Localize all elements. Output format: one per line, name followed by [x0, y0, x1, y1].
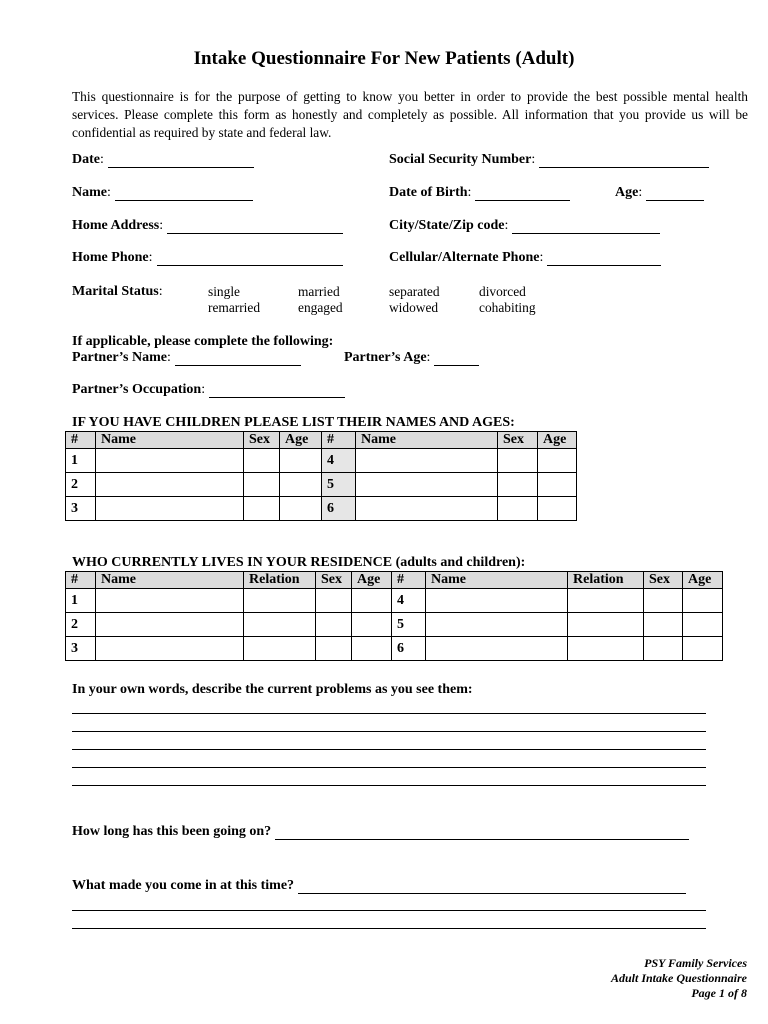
- col-header-name: Name: [96, 432, 244, 449]
- row-number: 1: [66, 589, 96, 613]
- resident-relation-cell[interactable]: [568, 637, 644, 661]
- col-header-number: #: [392, 572, 426, 589]
- answer-line[interactable]: [72, 713, 706, 714]
- how-long-field[interactable]: [275, 825, 689, 840]
- resident-name-cell[interactable]: [426, 637, 568, 661]
- row-number: 5: [392, 613, 426, 637]
- cell-phone-field[interactable]: [547, 251, 661, 266]
- partner-intro: If applicable, please complete the following:: [72, 334, 334, 349]
- home-address-row: [72, 218, 343, 234]
- col-header-name: Name: [96, 572, 244, 589]
- residence-heading-suffix: (adults and children):: [392, 555, 526, 570]
- city-row: [389, 218, 660, 234]
- dob-field[interactable]: [475, 186, 570, 201]
- home-phone-label: Home Phone: [72, 250, 149, 265]
- date-row: [72, 152, 254, 168]
- col-header-number: #: [66, 432, 96, 449]
- colon: :: [107, 185, 111, 200]
- cell-phone-row: [389, 250, 661, 266]
- row-number: 4: [322, 449, 356, 473]
- row-number: 4: [392, 589, 426, 613]
- answer-line[interactable]: [72, 785, 706, 786]
- col-header-age: Age: [538, 432, 577, 449]
- intro-paragraph: This questionnaire is for the purpose of getting to know you better in order to provide the best possible mental health services. Please complete this form as honestly and completely as possible. All information that you provide us will be confidential as required by state and federal law.: [72, 89, 748, 140]
- marital-option-engaged[interactable]: engaged: [298, 300, 343, 315]
- table-row: [66, 637, 723, 661]
- partner-occupation-label: Partner’s Occupation: [72, 382, 202, 397]
- age-field[interactable]: [646, 186, 704, 201]
- child-name-cell[interactable]: [96, 473, 244, 497]
- row-number: 3: [66, 497, 96, 521]
- colon: :: [148, 250, 153, 265]
- name-field[interactable]: [115, 186, 253, 201]
- dob-row: [389, 185, 570, 201]
- partner-occupation-field[interactable]: [209, 383, 345, 398]
- partner-name-field[interactable]: [175, 351, 301, 366]
- resident-name-cell[interactable]: [426, 589, 568, 613]
- child-age-cell[interactable]: [280, 449, 322, 473]
- colon: :: [504, 218, 509, 233]
- colon: :: [467, 185, 472, 200]
- resident-relation-cell[interactable]: [568, 613, 644, 637]
- row-number: 5: [322, 473, 356, 497]
- residence-header-row: [66, 572, 723, 589]
- marital-option-remarried[interactable]: remarried: [208, 300, 261, 315]
- resident-age-cell[interactable]: [352, 613, 392, 637]
- resident-sex-cell[interactable]: [316, 613, 352, 637]
- age-row: [615, 185, 704, 201]
- residence-heading: [72, 555, 525, 571]
- how-long-row: [72, 824, 689, 840]
- child-sex-cell[interactable]: [244, 449, 280, 473]
- children-header-row: [66, 432, 577, 449]
- name-row: [72, 185, 253, 201]
- partner-name-row: [72, 350, 301, 366]
- row-number: 1: [66, 449, 96, 473]
- marital-status-label: [72, 284, 163, 300]
- child-name-cell[interactable]: [356, 449, 498, 473]
- table-row: [66, 613, 723, 637]
- resident-relation-cell[interactable]: [244, 589, 316, 613]
- colon: :: [539, 250, 544, 265]
- col-header-number: #: [322, 432, 356, 449]
- col-header-relation: Relation: [568, 572, 644, 589]
- marital-option-separated[interactable]: separated: [389, 284, 440, 299]
- answer-line[interactable]: [72, 928, 706, 929]
- answer-line[interactable]: [72, 767, 706, 768]
- children-heading: IF YOU HAVE CHILDREN PLEASE LIST THEIR NAMES AND AGES:: [72, 415, 515, 430]
- answer-line[interactable]: [72, 731, 706, 732]
- what-made-question: What made you come in at this time?: [72, 878, 295, 893]
- city-field[interactable]: [512, 219, 660, 234]
- colon: :: [426, 350, 431, 365]
- table-row: [66, 497, 577, 521]
- cell-phone-label: Cellular/Alternate Phone: [389, 250, 540, 265]
- child-name-cell[interactable]: [356, 497, 498, 521]
- row-number: 2: [66, 613, 96, 637]
- colon: :: [159, 218, 164, 233]
- residence-heading-main: WHO CURRENTLY LIVES IN YOUR RESIDENCE: [72, 555, 393, 570]
- table-row: [66, 473, 577, 497]
- resident-name-cell[interactable]: [426, 613, 568, 637]
- answer-line[interactable]: [72, 910, 706, 911]
- col-header-sex: Sex: [498, 432, 538, 449]
- col-header-sex: Sex: [244, 432, 280, 449]
- colon: :: [638, 185, 643, 200]
- resident-age-cell[interactable]: [683, 589, 723, 613]
- resident-name-cell[interactable]: [96, 589, 244, 613]
- col-header-sex: Sex: [316, 572, 352, 589]
- child-age-cell[interactable]: [280, 497, 322, 521]
- row-number: 6: [322, 497, 356, 521]
- resident-relation-cell[interactable]: [244, 637, 316, 661]
- home-address-field[interactable]: [167, 219, 343, 234]
- marital-option-divorced[interactable]: divorced: [479, 284, 526, 299]
- col-header-name: Name: [426, 572, 568, 589]
- partner-age-row: [344, 350, 479, 366]
- resident-sex-cell[interactable]: [644, 637, 683, 661]
- child-name-cell[interactable]: [96, 497, 244, 521]
- what-made-field[interactable]: [298, 879, 686, 894]
- col-header-age: Age: [352, 572, 392, 589]
- partner-age-label: Partner’s Age: [344, 350, 427, 365]
- resident-relation-cell[interactable]: [244, 613, 316, 637]
- resident-age-cell[interactable]: [352, 589, 392, 613]
- row-number: 2: [66, 473, 96, 497]
- date-label: Date: [72, 152, 100, 167]
- resident-relation-cell[interactable]: [568, 589, 644, 613]
- resident-age-cell[interactable]: [683, 637, 723, 661]
- row-number: 3: [66, 637, 96, 661]
- home-phone-field[interactable]: [157, 251, 343, 266]
- row-number: 6: [392, 637, 426, 661]
- name-label: Name: [72, 185, 107, 200]
- resident-name-cell[interactable]: [96, 613, 244, 637]
- child-age-cell[interactable]: [538, 449, 577, 473]
- col-header-relation: Relation: [244, 572, 316, 589]
- child-sex-cell[interactable]: [498, 473, 538, 497]
- date-field[interactable]: [108, 153, 254, 168]
- resident-sex-cell[interactable]: [644, 613, 683, 637]
- marital-option-cohabiting[interactable]: cohabiting: [479, 300, 536, 315]
- child-age-cell[interactable]: [538, 497, 577, 521]
- how-long-question: How long has this been going on?: [72, 824, 272, 839]
- marital-option-married[interactable]: married: [298, 284, 340, 299]
- col-header-name: Name: [356, 432, 498, 449]
- ssn-row: [389, 152, 709, 168]
- what-made-row: [72, 878, 686, 894]
- child-sex-cell[interactable]: [498, 449, 538, 473]
- footer-page: Page 1 of 8: [691, 986, 747, 1000]
- marital-option-single[interactable]: single: [208, 284, 240, 299]
- partner-age-field[interactable]: [434, 351, 479, 366]
- age-label: Age: [615, 185, 639, 200]
- footer-org: PSY Family Services: [644, 956, 747, 970]
- resident-sex-cell[interactable]: [316, 637, 352, 661]
- child-age-cell[interactable]: [280, 473, 322, 497]
- home-phone-row: [72, 250, 343, 266]
- table-row: [66, 589, 723, 613]
- ssn-label: Social Security Number: [389, 152, 532, 167]
- footer-form: Adult Intake Questionnaire: [610, 971, 747, 985]
- child-age-cell[interactable]: [538, 473, 577, 497]
- problems-question: In your own words, describe the current problems as you see them:: [72, 682, 473, 697]
- resident-sex-cell[interactable]: [644, 589, 683, 613]
- col-header-age: Age: [280, 432, 322, 449]
- child-sex-cell[interactable]: [498, 497, 538, 521]
- resident-name-cell[interactable]: [96, 637, 244, 661]
- table-row: [66, 449, 577, 473]
- footer: [611, 956, 747, 1001]
- child-name-cell[interactable]: [96, 449, 244, 473]
- ssn-field[interactable]: [539, 153, 709, 168]
- col-header-sex: Sex: [644, 572, 683, 589]
- colon: :: [158, 284, 163, 299]
- home-address-label: Home Address: [72, 218, 160, 233]
- resident-sex-cell[interactable]: [316, 589, 352, 613]
- marital-label-text: Marital Status: [72, 284, 159, 299]
- child-sex-cell[interactable]: [244, 473, 280, 497]
- colon: :: [100, 152, 104, 167]
- answer-line[interactable]: [72, 749, 706, 750]
- city-label: City/State/Zip code: [389, 218, 505, 233]
- residence-table: [65, 571, 723, 661]
- marital-option-widowed[interactable]: widowed: [389, 300, 439, 315]
- resident-age-cell[interactable]: [352, 637, 392, 661]
- child-sex-cell[interactable]: [244, 497, 280, 521]
- colon: :: [531, 152, 536, 167]
- colon: :: [166, 350, 171, 365]
- partner-occupation-row: [72, 382, 345, 398]
- resident-age-cell[interactable]: [683, 613, 723, 637]
- dob-label: Date of Birth: [389, 185, 468, 200]
- col-header-age: Age: [683, 572, 723, 589]
- child-name-cell[interactable]: [356, 473, 498, 497]
- col-header-number: #: [66, 572, 96, 589]
- page-title: Intake Questionnaire For New Patients (Adult): [193, 48, 575, 69]
- colon: :: [201, 382, 206, 397]
- children-table: [65, 431, 577, 521]
- partner-name-label: Partner’s Name: [72, 350, 167, 365]
